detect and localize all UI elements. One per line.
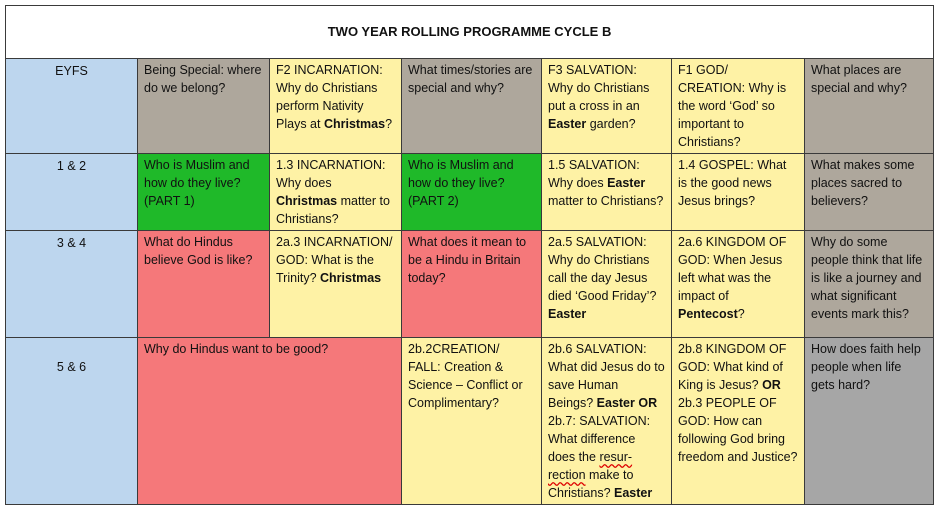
table-row-5-6 bbox=[6, 338, 934, 505]
cell-special-places: What places are special and why? bbox=[805, 59, 934, 154]
cell-2b-8-kingdom: 2b.8 KINGDOM OF GOD: What kind of King is Jesus? OR 2b.3 PEOPLE OF GOD: How can following God bring freedom and Justice? bbox=[672, 338, 805, 505]
row-label: 5 & 6 bbox=[6, 338, 138, 505]
cell-sacred-places: What makes some places sacred to believers? bbox=[805, 154, 934, 231]
table-row-1-2 bbox=[6, 154, 934, 231]
cell-2b-2-creation: 2b.2CREATION/ FALL: Creation & Science – Conflict or Complimentary? bbox=[402, 338, 542, 505]
cell-2a-3-trinity: 2a.3 INCARNATION/ GOD: What is the Trinity? Christmas bbox=[270, 231, 402, 338]
table-row-3-4 bbox=[6, 231, 934, 338]
cell-being-special: Being Special: where do we belong? bbox=[138, 59, 270, 154]
row-label: 3 & 4 bbox=[6, 231, 138, 338]
cell-f1-god-creation: F1 GOD/ CREATION: Why is the word ‘God’ so important to Christians? bbox=[672, 59, 805, 154]
page-title: TWO YEAR ROLLING PROGRAMME CYCLE B bbox=[6, 6, 934, 59]
cell-1-5-salvation: 1.5 SALVATION: Why does Easter matter to Christians? bbox=[542, 154, 672, 231]
cell-2a-6-kingdom: 2a.6 KINGDOM OF GOD: When Jesus left what was the impact of Pentecost? bbox=[672, 231, 805, 338]
cell-2b-6-salvation: 2b.6 SALVATION: What did Jesus do to save Human Beings? Easter OR 2b.7: SALVATION: What difference does the resur-rection make to Christians? Easter bbox=[542, 338, 672, 505]
cell-muslim-part-2: Who is Muslim and how do they live? (PART 2) bbox=[402, 154, 542, 231]
cell-2a-5-salvation: 2a.5 SALVATION: Why do Christians call the day Jesus died ‘Good Friday’? Easter bbox=[542, 231, 672, 338]
cell-life-journey: Why do some people think that life is like a journey and what significant events mark this? bbox=[805, 231, 934, 338]
cell-special-times: What times/stories are special and why? bbox=[402, 59, 542, 154]
cell-1-3-incarnation: 1.3 INCARNATION: Why does Christmas matter to Christians? bbox=[270, 154, 402, 231]
cell-f2-incarnation: F2 INCARNATION: Why do Christians perform Nativity Plays at Christmas? bbox=[270, 59, 402, 154]
table-row-eyfs bbox=[6, 59, 934, 154]
cell-f3-salvation: F3 SALVATION: Why do Christians put a cross in an Easter garden? bbox=[542, 59, 672, 154]
cell-1-4-gospel: 1.4 GOSPEL: What is the good news Jesus brings? bbox=[672, 154, 805, 231]
row-label: 1 & 2 bbox=[6, 154, 138, 231]
programme-table bbox=[5, 5, 934, 505]
row-label: EYFS bbox=[6, 59, 138, 154]
cell-hindus-good: Why do Hindus want to be good? bbox=[138, 338, 402, 505]
cell-muslim-part-1: Who is Muslim and how do they live? (PART 1) bbox=[138, 154, 270, 231]
cell-hindu-britain: What does it mean to be a Hindu in Britain today? bbox=[402, 231, 542, 338]
cell-faith-hard: How does faith help people when life gets hard? bbox=[805, 338, 934, 505]
cell-hindu-god: What do Hindus believe God is like? bbox=[138, 231, 270, 338]
